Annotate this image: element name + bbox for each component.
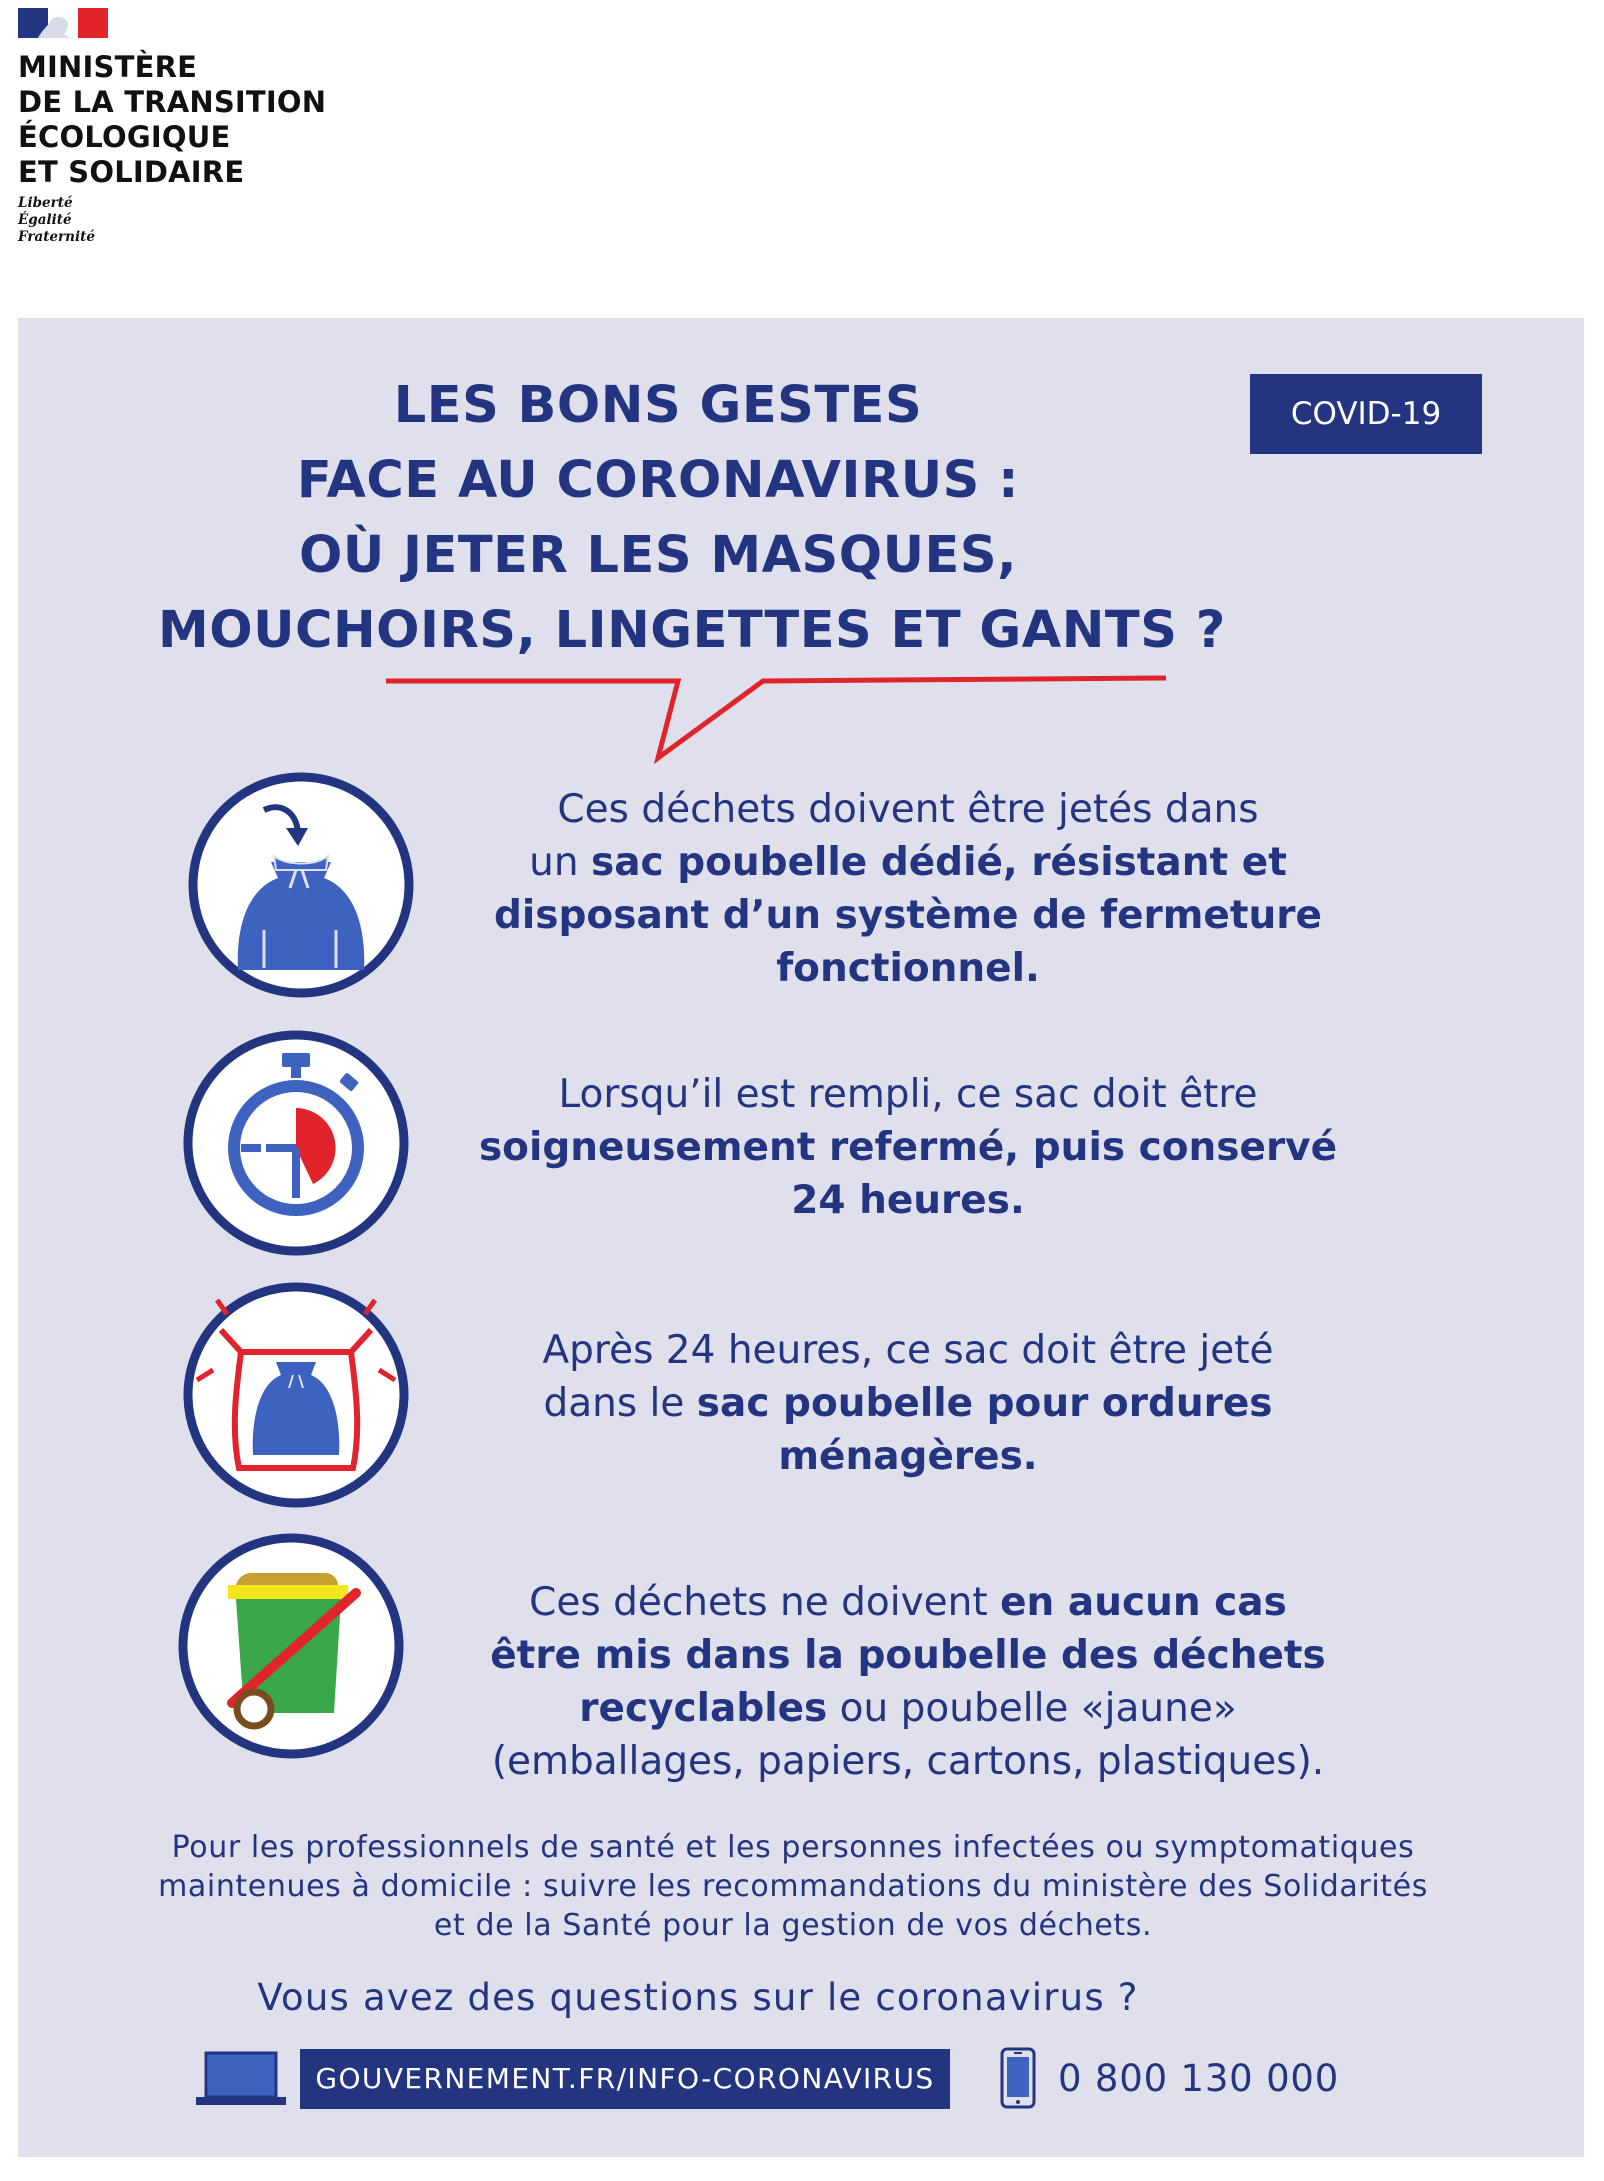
- no-recycling-bin-icon: [176, 1531, 406, 1761]
- step-bold-text: recyclables: [579, 1686, 828, 1731]
- step-line: [448, 1121, 1368, 1174]
- stopwatch-icon: [181, 1028, 411, 1258]
- laptop-icon: [196, 2051, 286, 2107]
- step-line: [448, 1735, 1368, 1788]
- step-bold-text: en aucun cas: [1000, 1580, 1287, 1625]
- step-2-text: [448, 1068, 1368, 1227]
- step-line: [448, 1430, 1368, 1483]
- phone-icon: [1000, 2047, 1036, 2109]
- step-3-text: [448, 1324, 1368, 1483]
- step-line: [448, 1576, 1368, 1629]
- info-panel: [18, 318, 1584, 2157]
- step-line: [448, 1629, 1368, 1682]
- step-normal-text: dans le: [543, 1381, 697, 1426]
- title-line: MOUCHOIRS, LINGETTES ET GANTS ?: [158, 601, 1226, 660]
- step-normal-text: Ces déchets doivent être jetés dans: [557, 787, 1259, 832]
- step-line: [448, 1682, 1368, 1735]
- health-professionals-note: [78, 1828, 1508, 1945]
- step-line: [448, 1377, 1368, 1430]
- ministry-line: ET SOLIDAIRE: [18, 155, 245, 189]
- step-line: [448, 1068, 1368, 1121]
- step-bold-text: soigneusement refermé, puis conservé: [478, 1125, 1338, 1170]
- step-bold-text: sac poubelle pour ordures: [696, 1381, 1273, 1426]
- note-line: maintenues à domicile : suivre les recommandations du ministère des Solidarités: [158, 1869, 1428, 1904]
- step-1-text: [448, 783, 1368, 995]
- step-bold-text: sac poubelle dédié, résistant et: [590, 840, 1287, 885]
- title-line: FACE AU CORONAVIRUS :: [296, 451, 1020, 510]
- trash-bag-icon: [186, 770, 416, 1000]
- title-line: OÙ JETER LES MASQUES,: [299, 526, 1017, 585]
- step-bold-text: ménagères.: [778, 1434, 1038, 1479]
- step-normal-text: ou poubelle «jaune»: [827, 1686, 1237, 1731]
- ministry-line: DE LA TRANSITION: [18, 85, 327, 119]
- step-bold-text: fonctionnel.: [776, 946, 1040, 991]
- note-line: et de la Santé pour la gestion de vos déchets.: [433, 1908, 1153, 1943]
- marianne-logo: [18, 8, 108, 38]
- republic-motto: [18, 195, 95, 246]
- speech-bubble-line: [18, 318, 1584, 778]
- covid-badge: COVID-19: [1250, 374, 1482, 454]
- step-line: [448, 1324, 1368, 1377]
- step-normal-text: Après 24 heures, ce sac doit être jeté: [542, 1328, 1274, 1373]
- step-4-text: [448, 1576, 1368, 1788]
- ministry-line: MINISTÈRE: [18, 50, 198, 84]
- step-normal-text: Lorsqu’il est rempli, ce sac doit être: [558, 1072, 1258, 1117]
- step-bold-text: être mis dans la poubelle des déchets: [490, 1633, 1326, 1678]
- ministry-line: ÉCOLOGIQUE: [18, 120, 231, 154]
- ministry-name: [18, 50, 326, 190]
- info-website-link[interactable]: GOUVERNEMENT.FR/INFO-CORONAVIRUS: [300, 2049, 950, 2109]
- step-line: [448, 889, 1368, 942]
- motto-line: Égalité: [18, 212, 72, 228]
- phone-number[interactable]: 0 800 130 000: [1058, 2057, 1340, 2100]
- step-line: [448, 942, 1368, 995]
- motto-line: Liberté: [18, 195, 73, 211]
- step-line: [448, 836, 1368, 889]
- step-normal-text: Ces déchets ne doivent: [529, 1580, 1001, 1625]
- step-bold-text: disposant d’un système de fermeture: [494, 893, 1322, 938]
- step-normal-text: (emballages, papiers, cartons, plastiques).: [491, 1739, 1325, 1784]
- motto-line: Fraternité: [18, 229, 95, 245]
- title-line: LES BONS GESTES: [393, 376, 923, 435]
- step-bold-text: 24 heures.: [791, 1178, 1025, 1223]
- bag-in-bag-icon: [181, 1280, 411, 1510]
- note-line: Pour les professionnels de santé et les personnes infectées ou symptomatiques: [171, 1830, 1415, 1865]
- step-normal-text: un: [529, 840, 591, 885]
- step-line: [448, 783, 1368, 836]
- questions-prompt: Vous avez des questions sur le coronavirus ?: [257, 1976, 1139, 2019]
- step-line: [448, 1174, 1368, 1227]
